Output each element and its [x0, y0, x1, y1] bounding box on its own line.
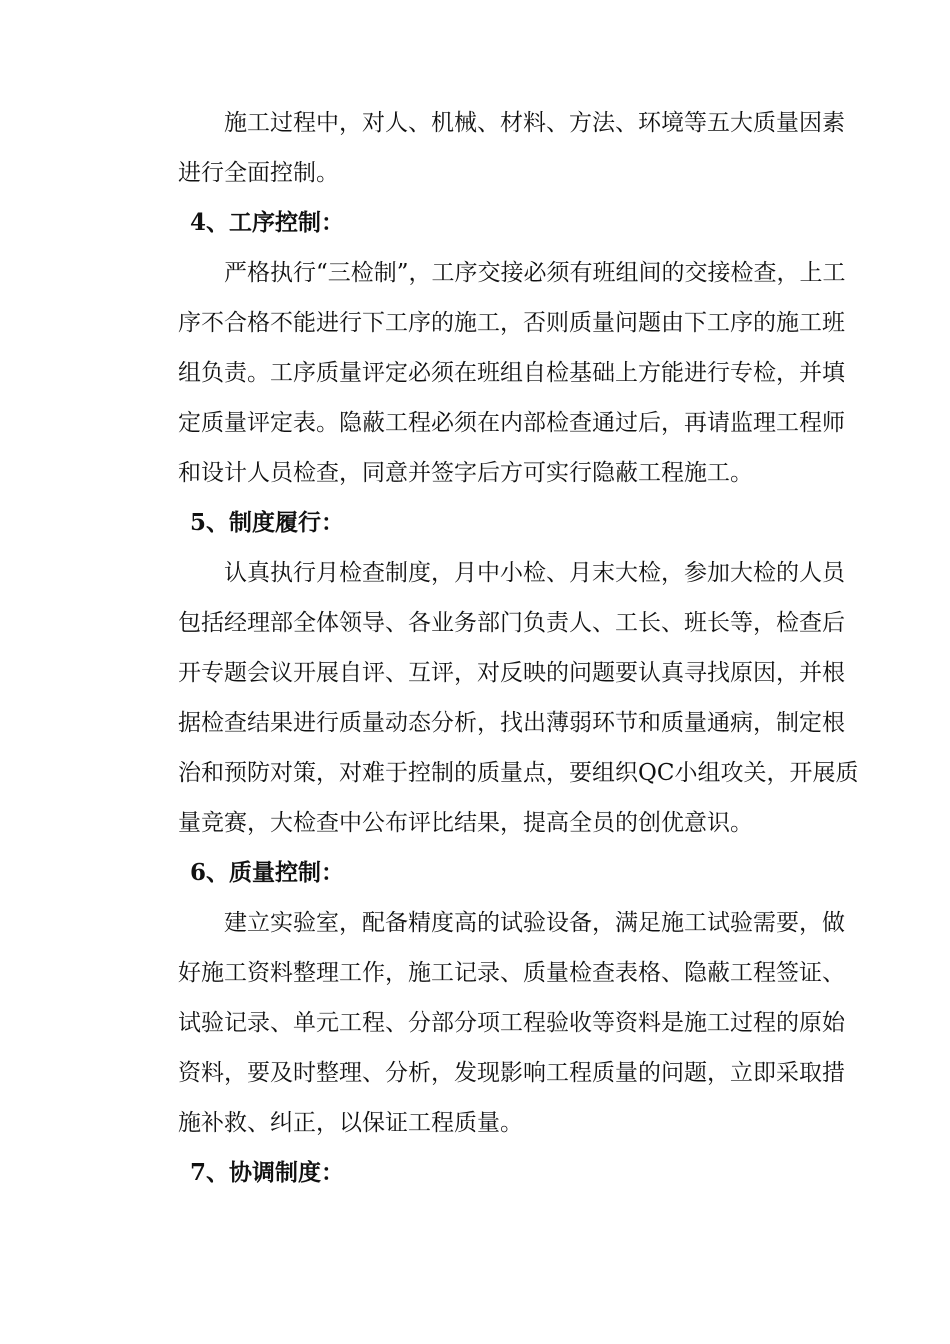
document-body: [178, 98, 859, 1198]
section-heading-quality-control: 6、质量控制：: [190, 859, 345, 886]
paragraph-line: 和设计人员检查，同意并签字后方可实行隐蔽工程施工。: [178, 460, 753, 486]
paragraph-line: 试验记录、单元工程、分部分项工程验收等资料是施工过程的原始: [178, 1010, 845, 1036]
paragraph-line: 认真执行月检查制度，月中小检、月末大检，参加大检的人员: [224, 560, 845, 586]
paragraph-line: 开专题会议开展自评、互评，对反映的问题要认真寻找原因，并根: [178, 660, 845, 686]
paragraph-process-control: [178, 248, 846, 498]
paragraph-intro: [178, 98, 845, 198]
section-heading-coordination-system: 7、协调制度：: [190, 1159, 345, 1186]
paragraph-line: 资料，要及时整理、分析，发现影响工程质量的问题，立即采取措: [178, 1060, 845, 1086]
paragraph-line: 施补救、纠正，以保证工程质量。: [178, 1110, 523, 1136]
paragraph-line: 严格执行“三检制”，工序交接必须有班组间的交接检查，上工: [224, 260, 846, 286]
paragraph-line: 据检查结果进行质量动态分析，找出薄弱环节和质量通病，制定根: [178, 710, 845, 736]
paragraph-line: 施工过程中，对人、机械、材料、方法、环境等五大质量因素: [224, 110, 845, 136]
section-heading-system-execution: 5、制度履行：: [190, 509, 345, 536]
paragraph-line: 好施工资料整理工作，施工记录、质量检查表格、隐蔽工程签证、: [178, 960, 845, 986]
paragraph-line: 定质量评定表。隐蔽工程必须在内部检查通过后，再请监理工程师: [178, 410, 845, 436]
paragraph-line: 建立实验室，配备精度高的试验设备，满足施工试验需要，做: [224, 910, 845, 936]
paragraph-line: 包括经理部全体领导、各业务部门负责人、工长、班长等，检查后: [178, 610, 845, 636]
paragraph-line: 序不合格不能进行下工序的施工，否则质量问题由下工序的施工班: [178, 310, 845, 336]
paragraph-system-execution: [178, 548, 859, 848]
paragraph-line: 治和预防对策，对难于控制的质量点，要组织QC小组攻关，开展质: [178, 760, 859, 786]
section-heading-process-control: 4、工序控制：: [190, 209, 345, 236]
paragraph-line: 量竞赛，大检查中公布评比结果，提高全员的创优意识。: [178, 810, 753, 836]
paragraph-line: 组负责。工序质量评定必须在班组自检基础上方能进行专检，并填: [178, 360, 845, 386]
paragraph-quality-control: [178, 898, 845, 1148]
paragraph-line: 进行全面控制。: [178, 160, 339, 186]
